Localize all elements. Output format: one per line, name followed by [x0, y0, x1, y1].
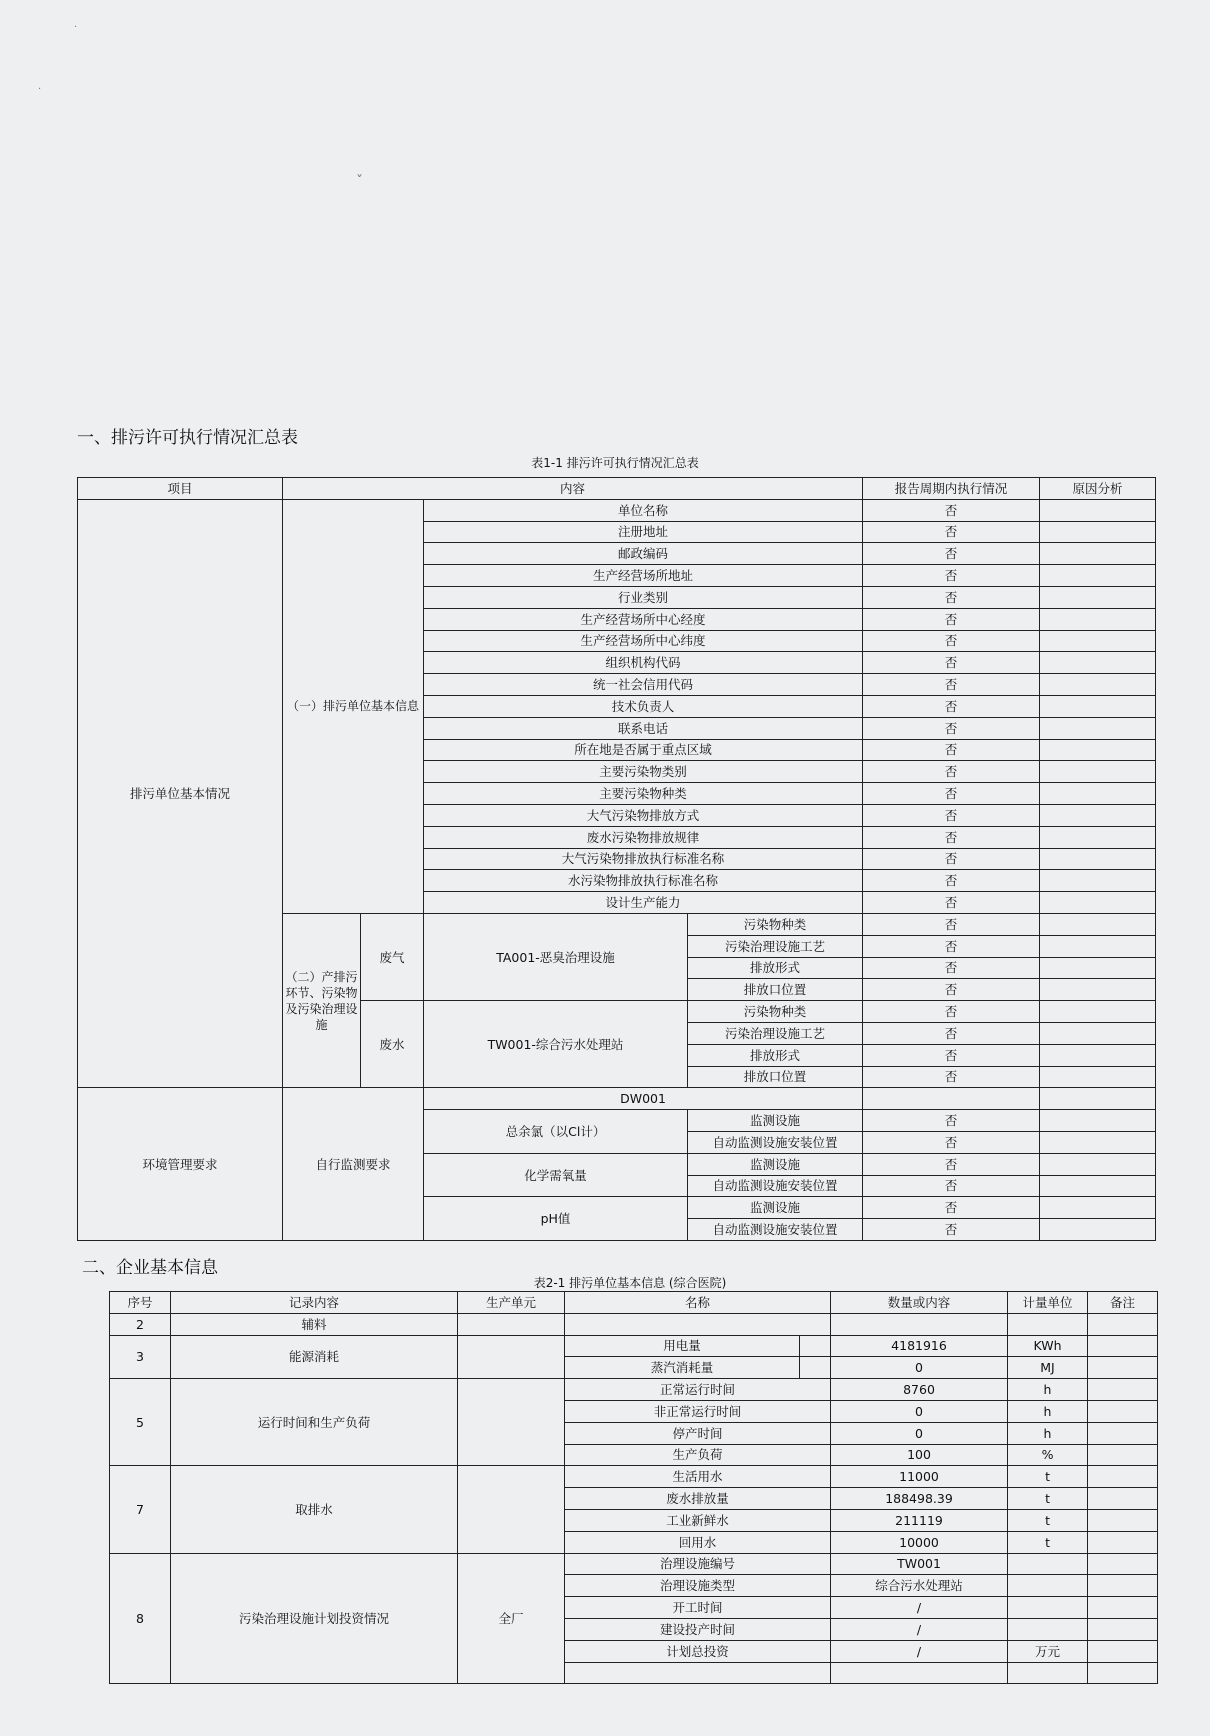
item-unit: %: [1008, 1444, 1088, 1466]
status-value: 否: [863, 695, 1040, 717]
status-value: 否: [863, 1001, 1040, 1023]
item-unit: t: [1008, 1466, 1088, 1488]
row-number: 2: [110, 1313, 171, 1335]
reason-cell: [1040, 1153, 1156, 1175]
item-name: 废水排放量: [565, 1488, 831, 1510]
item-value: /: [831, 1618, 1008, 1640]
item-name: 注册地址: [424, 521, 863, 543]
production-unit: 全厂: [458, 1553, 565, 1684]
item-name: 计划总投资: [565, 1640, 831, 1662]
unit-prod-cell: [458, 1466, 565, 1553]
note-cell: [1088, 1444, 1158, 1466]
subgroup-label: （一）排污单位基本信息: [283, 499, 424, 913]
status-value: 否: [863, 870, 1040, 892]
item-value: 0: [831, 1357, 1008, 1379]
reason-cell: [1040, 1175, 1156, 1197]
record-content: 取排水: [171, 1466, 458, 1553]
row-number: 8: [110, 1553, 171, 1684]
header-name: 名称: [565, 1292, 831, 1314]
status-value: [863, 1088, 1040, 1110]
status-value: 否: [863, 848, 1040, 870]
item-unit: [1008, 1597, 1088, 1619]
record-content: 运行时间和生产负荷: [171, 1379, 458, 1466]
status-value: 否: [863, 826, 1040, 848]
item-name: 工业新鲜水: [565, 1509, 831, 1531]
item-unit: [1008, 1662, 1088, 1684]
status-value: 否: [863, 652, 1040, 674]
reason-cell: [1040, 739, 1156, 761]
item-name: 治理设施类型: [565, 1575, 831, 1597]
item-name: 自动监测设施安装位置: [688, 1131, 863, 1153]
subgroup-label: 自行监测要求: [283, 1088, 424, 1241]
item-unit: KWh: [1008, 1335, 1088, 1357]
reason-cell: [1040, 1088, 1156, 1110]
reason-cell: [1040, 1044, 1156, 1066]
item-value: 综合污水处理站: [831, 1575, 1008, 1597]
status-value: 否: [863, 630, 1040, 652]
monitor-parameter: 化学需氧量: [424, 1153, 688, 1197]
item-value: TW001: [831, 1553, 1008, 1575]
note-cell: [1088, 1640, 1158, 1662]
note-cell: [1088, 1357, 1158, 1379]
status-value: 否: [863, 1219, 1040, 1241]
category-label: 废气: [361, 913, 424, 1000]
note-cell: [1088, 1400, 1158, 1422]
item-name: 生活用水: [565, 1466, 831, 1488]
status-value: 否: [863, 892, 1040, 914]
item-name: 监测设施: [688, 1197, 863, 1219]
status-value: 否: [863, 761, 1040, 783]
status-value: 否: [863, 935, 1040, 957]
reason-cell: [1040, 608, 1156, 630]
status-value: 否: [863, 521, 1040, 543]
table-row: [110, 1335, 1158, 1357]
header-reason: 原因分析: [1040, 478, 1156, 500]
item-name: 水污染物排放执行标准名称: [424, 870, 863, 892]
category-label: 废水: [361, 1001, 424, 1088]
reason-cell: [1040, 1131, 1156, 1153]
header-unit-prod: 生产单元: [458, 1292, 565, 1314]
reason-cell: [1040, 1022, 1156, 1044]
item-value: 0: [831, 1422, 1008, 1444]
status-value: 否: [863, 608, 1040, 630]
status-value: 否: [863, 586, 1040, 608]
item-unit: h: [1008, 1422, 1088, 1444]
item-value: 211119: [831, 1509, 1008, 1531]
reason-cell: [1040, 783, 1156, 805]
item-name: 排放形式: [688, 957, 863, 979]
status-value: 否: [863, 1131, 1040, 1153]
item-name: 自动监测设施安装位置: [688, 1219, 863, 1241]
header-unit: 计量单位: [1008, 1292, 1088, 1314]
note-cell: [1088, 1379, 1158, 1401]
reason-cell: [1040, 499, 1156, 521]
table-row: [110, 1553, 1158, 1575]
section-title: 二、企业基本信息: [82, 1258, 218, 1278]
item-name: 大气污染物排放执行标准名称: [424, 848, 863, 870]
scan-speck: ·: [74, 22, 78, 33]
item-name: 生产经营场所地址: [424, 565, 863, 587]
item-name: 生产经营场所中心纬度: [424, 630, 863, 652]
reason-cell: [1040, 913, 1156, 935]
item-unit: [1008, 1575, 1088, 1597]
table-row: [78, 499, 1156, 521]
reason-cell: [1040, 565, 1156, 587]
row-number: 3: [110, 1335, 171, 1379]
subgroup-label: （二）产排污环节、污染物及污染治理设施: [283, 913, 361, 1087]
header-status: 报告周期内执行情况: [863, 478, 1040, 500]
item-name: 主要污染物类别: [424, 761, 863, 783]
permit-summary-table: [77, 477, 1156, 1241]
status-value: 否: [863, 717, 1040, 739]
item-unit: MJ: [1008, 1357, 1088, 1379]
reason-cell: [1040, 521, 1156, 543]
item-name: 行业类别: [424, 586, 863, 608]
reason-cell: [1040, 761, 1156, 783]
item-name: 蒸汽消耗量: [565, 1357, 800, 1379]
item-unit: t: [1008, 1488, 1088, 1510]
reason-cell: [1040, 804, 1156, 826]
item-value: [831, 1662, 1008, 1684]
reason-cell: [1040, 674, 1156, 696]
reason-cell: [1040, 1219, 1156, 1241]
record-content: 能源消耗: [171, 1335, 458, 1379]
status-value: 否: [863, 565, 1040, 587]
status-value: 否: [863, 1044, 1040, 1066]
status-value: 否: [863, 804, 1040, 826]
reason-cell: [1040, 870, 1156, 892]
record-content: 辅料: [171, 1313, 458, 1335]
monitor-parameter: 总余氯（以Cl计）: [424, 1110, 688, 1154]
item-unit: [1008, 1618, 1088, 1640]
status-value: 否: [863, 1066, 1040, 1088]
item-name: 生产负荷: [565, 1444, 831, 1466]
unit-prod-cell: [458, 1335, 565, 1379]
monitor-parameter: pH值: [424, 1197, 688, 1241]
reason-cell: [1040, 957, 1156, 979]
status-value: 否: [863, 1175, 1040, 1197]
header-value: 数量或内容: [831, 1292, 1008, 1314]
item-name: 监测设施: [688, 1110, 863, 1132]
reason-cell: [1040, 848, 1156, 870]
item-name: 邮政编码: [424, 543, 863, 565]
item-name: 监测设施: [688, 1153, 863, 1175]
reason-cell: [1040, 1001, 1156, 1023]
sub-cell: [800, 1335, 831, 1357]
reason-cell: [1040, 979, 1156, 1001]
row-number: 5: [110, 1379, 171, 1466]
header-record: 记录内容: [171, 1292, 458, 1314]
item-value: 8760: [831, 1379, 1008, 1401]
item-name: 正常运行时间: [565, 1379, 831, 1401]
item-value: 100: [831, 1444, 1008, 1466]
item-value: 11000: [831, 1466, 1008, 1488]
note-cell: [1088, 1618, 1158, 1640]
reason-cell: [1040, 543, 1156, 565]
item-name: 排放形式: [688, 1044, 863, 1066]
note-cell: [1088, 1575, 1158, 1597]
item-unit: h: [1008, 1379, 1088, 1401]
outlet-id: DW001: [424, 1088, 863, 1110]
sub-cell: [800, 1357, 831, 1379]
note-cell: [1088, 1509, 1158, 1531]
item-name: 联系电话: [424, 717, 863, 739]
table-caption: 表2-1 排污单位基本信息 (综合医院): [533, 1276, 727, 1290]
header-note: 备注: [1088, 1292, 1158, 1314]
item-value: 4181916: [831, 1335, 1008, 1357]
unit-prod-cell: [458, 1379, 565, 1466]
table-caption: 表1-1 排污许可执行情况汇总表: [531, 456, 699, 470]
reason-cell: [1040, 1066, 1156, 1088]
status-value: 否: [863, 1197, 1040, 1219]
status-value: 否: [863, 739, 1040, 761]
item-name: 污染治理设施工艺: [688, 935, 863, 957]
note-cell: [1088, 1662, 1158, 1684]
header-content: 内容: [283, 478, 863, 500]
name-cell: [565, 1313, 831, 1335]
table-row: [110, 1466, 1158, 1488]
reason-cell: [1040, 717, 1156, 739]
row-number: 7: [110, 1466, 171, 1553]
reason-cell: [1040, 695, 1156, 717]
item-name: 技术负责人: [424, 695, 863, 717]
item-name: 自动监测设施安装位置: [688, 1175, 863, 1197]
reason-cell: [1040, 630, 1156, 652]
reason-cell: [1040, 586, 1156, 608]
item-value: 188498.39: [831, 1488, 1008, 1510]
item-name: 停产时间: [565, 1422, 831, 1444]
reason-cell: [1040, 1197, 1156, 1219]
facility-name: TW001-综合污水处理站: [424, 1001, 688, 1088]
status-value: 否: [863, 957, 1040, 979]
item-name: 统一社会信用代码: [424, 674, 863, 696]
status-value: 否: [863, 499, 1040, 521]
header-no: 序号: [110, 1292, 171, 1314]
reason-cell: [1040, 826, 1156, 848]
item-name: 所在地是否属于重点区域: [424, 739, 863, 761]
item-name: 治理设施编号: [565, 1553, 831, 1575]
item-name: 回用水: [565, 1531, 831, 1553]
scan-speck: ·: [38, 84, 42, 95]
status-value: 否: [863, 1022, 1040, 1044]
unit-cell: [1008, 1313, 1088, 1335]
status-value: 否: [863, 1110, 1040, 1132]
item-name: 大气污染物排放方式: [424, 804, 863, 826]
value-cell: [831, 1313, 1008, 1335]
group-label: 环境管理要求: [78, 1088, 283, 1241]
item-unit: t: [1008, 1531, 1088, 1553]
section-title: 一、排污许可执行情况汇总表: [77, 428, 298, 448]
item-name: 废水污染物排放规律: [424, 826, 863, 848]
note-cell: [1088, 1553, 1158, 1575]
status-value: 否: [863, 1153, 1040, 1175]
status-value: 否: [863, 979, 1040, 1001]
item-value: /: [831, 1597, 1008, 1619]
scan-speck: ˇ: [356, 174, 363, 190]
note-cell: [1088, 1466, 1158, 1488]
item-name: 用电量: [565, 1335, 800, 1357]
enterprise-info-table: [109, 1291, 1158, 1684]
reason-cell: [1040, 652, 1156, 674]
table-row: [78, 1088, 1156, 1110]
item-name: 污染物种类: [688, 1001, 863, 1023]
item-name: 组织机构代码: [424, 652, 863, 674]
item-unit: [1008, 1553, 1088, 1575]
record-content: 污染治理设施计划投资情况: [171, 1553, 458, 1684]
item-value: 10000: [831, 1531, 1008, 1553]
facility-name: TA001-恶臭治理设施: [424, 913, 688, 1000]
item-unit: 万元: [1008, 1640, 1088, 1662]
item-name: 排放口位置: [688, 979, 863, 1001]
item-name: 建设投产时间: [565, 1618, 831, 1640]
item-name: 开工时间: [565, 1597, 831, 1619]
status-value: 否: [863, 674, 1040, 696]
item-name: 设计生产能力: [424, 892, 863, 914]
item-name: 非正常运行时间: [565, 1400, 831, 1422]
header-item: 项目: [78, 478, 283, 500]
table-row: [110, 1313, 1158, 1335]
note-cell: [1088, 1531, 1158, 1553]
item-name: 污染治理设施工艺: [688, 1022, 863, 1044]
item-name: 生产经营场所中心经度: [424, 608, 863, 630]
note-cell: [1088, 1488, 1158, 1510]
item-value: 0: [831, 1400, 1008, 1422]
item-name: 污染物种类: [688, 913, 863, 935]
item-name: 单位名称: [424, 499, 863, 521]
status-value: 否: [863, 913, 1040, 935]
reason-cell: [1040, 1110, 1156, 1132]
item-name: 主要污染物种类: [424, 783, 863, 805]
note-cell: [1088, 1422, 1158, 1444]
table-row: [110, 1379, 1158, 1401]
note-cell: [1088, 1597, 1158, 1619]
item-unit: h: [1008, 1400, 1088, 1422]
item-value: /: [831, 1640, 1008, 1662]
reason-cell: [1040, 935, 1156, 957]
status-value: 否: [863, 783, 1040, 805]
unit-prod-cell: [458, 1313, 565, 1335]
group-label: 排污单位基本情况: [78, 499, 283, 1088]
status-value: 否: [863, 543, 1040, 565]
item-unit: t: [1008, 1509, 1088, 1531]
note-cell: [1088, 1313, 1158, 1335]
reason-cell: [1040, 892, 1156, 914]
item-name: 排放口位置: [688, 1066, 863, 1088]
item-name: [565, 1662, 831, 1684]
note-cell: [1088, 1335, 1158, 1357]
